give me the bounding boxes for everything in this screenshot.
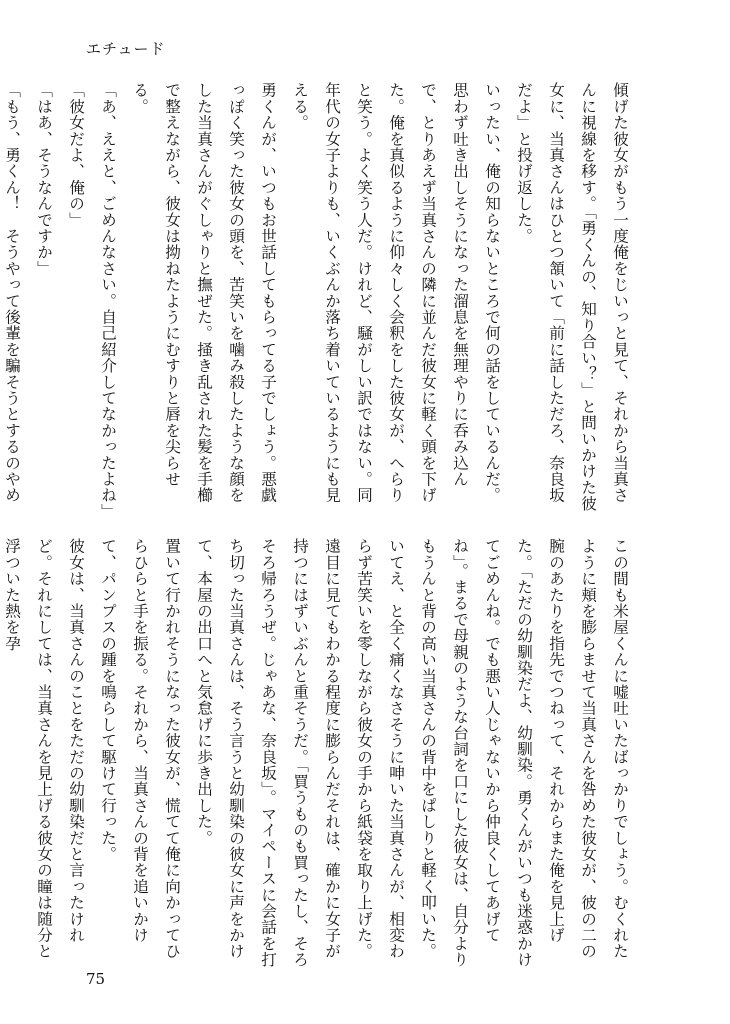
paragraph: 勇くんが、いつもお世話してもらってる子でしょう。悪戯っぽく笑った彼女の頭を、苦笑いを噛み殺したような顔をした当真さんがぐしゃりと撫ぜた。掻き乱された髪を手櫛で整えながら、彼女は拗ねたようにむすりと唇を尖らせる。 [131,82,277,504]
dialogue-line: 「はあ、そうなんですか」 [35,82,53,277]
paragraph: 置いて行かれそうになった彼女が、慌てて俺に向かってひらひらと手を振る。それから、当真さんの背を追いかけて、パンプスの踵を鳴らして駆けて行った。 [99,538,181,960]
paragraph: この間も米屋くんに嘘吐いたばっかりでしょう。むくれたように頬を膨らませて当真さんを咎めた彼女が、彼の二の腕のあたりを指先でつねって、それからまた俺を見上げた。「ただの幼馴染だよ、幼馴染。勇くんがいつも迷惑かけてごめんね。でも悪い人じゃないから仲良くしてあげてね」。まるで母親のような台詞を口にした彼女は、自分よりもうんと背の高い当真さんの背中をぱしりと軽く叩いた。 [419,538,629,968]
running-header: エチュード [86,40,166,58]
upper-text-block [3,82,636,520]
lower-text-block [3,538,636,968]
dialogue-line: 「彼女だよ、俺の」 [67,82,85,228]
paragraph: 彼女は、当真さんのことをただの幼馴染だと言ったけれど。それにしては、当真さんを見上げる彼女の瞳は随分と浮ついた熱を孕 [3,538,85,960]
paragraph: いったい、俺の知らないところで何の話をしているんだ。思わず吐き出しそうになった溜息を無理やりに呑み込んで、とりあえず当真さんの隣に並んだ彼女に軽く頭を下げた。俺を真似るように仰々しく会釈をした彼女が、へらりと笑う。よく笑う人だ。けれど、騒がしい訳ではない。同年代の女子よりも、いくぶんか落ち着いているようにも見える。 [291,82,501,504]
dialogue-line: 「もう、勇くん！ そうやって後輩を騙そうとするのやめ [3,82,21,504]
paragraph: いてえ、と全く痛くなさそうに呻いた当真さんが、相変わらず苦笑いを零しながら彼女の手から紙袋を取り上げた。遠目に見てもわかる程度に膨らんだそれは、確かに女子が持つにはずいぶんと重そうだ。「買うものも買ったし、そろそろ帰ろうぜ。じゃあな、奈良坂」。マイペースに会話を打ち切った当真さんは、そう言うと幼馴染の彼女に声をかけて、本屋の出口へと気怠げに歩き出した。 [195,538,405,968]
paragraph: 傾げた彼女がもう一度俺をじいっと見て、それから当真さんに視線を移す。「勇くんの、知り合い？」と問いかけた彼女に、当真さんはひとつ頷いて「前に話しただろ、奈良坂だよ」と投げ返した。 [515,82,629,512]
page-number: 75 [86,970,106,988]
dialogue-line: 「あ、ええと、ごめんなさい。自己紹介してなかったよね」 [99,82,117,520]
